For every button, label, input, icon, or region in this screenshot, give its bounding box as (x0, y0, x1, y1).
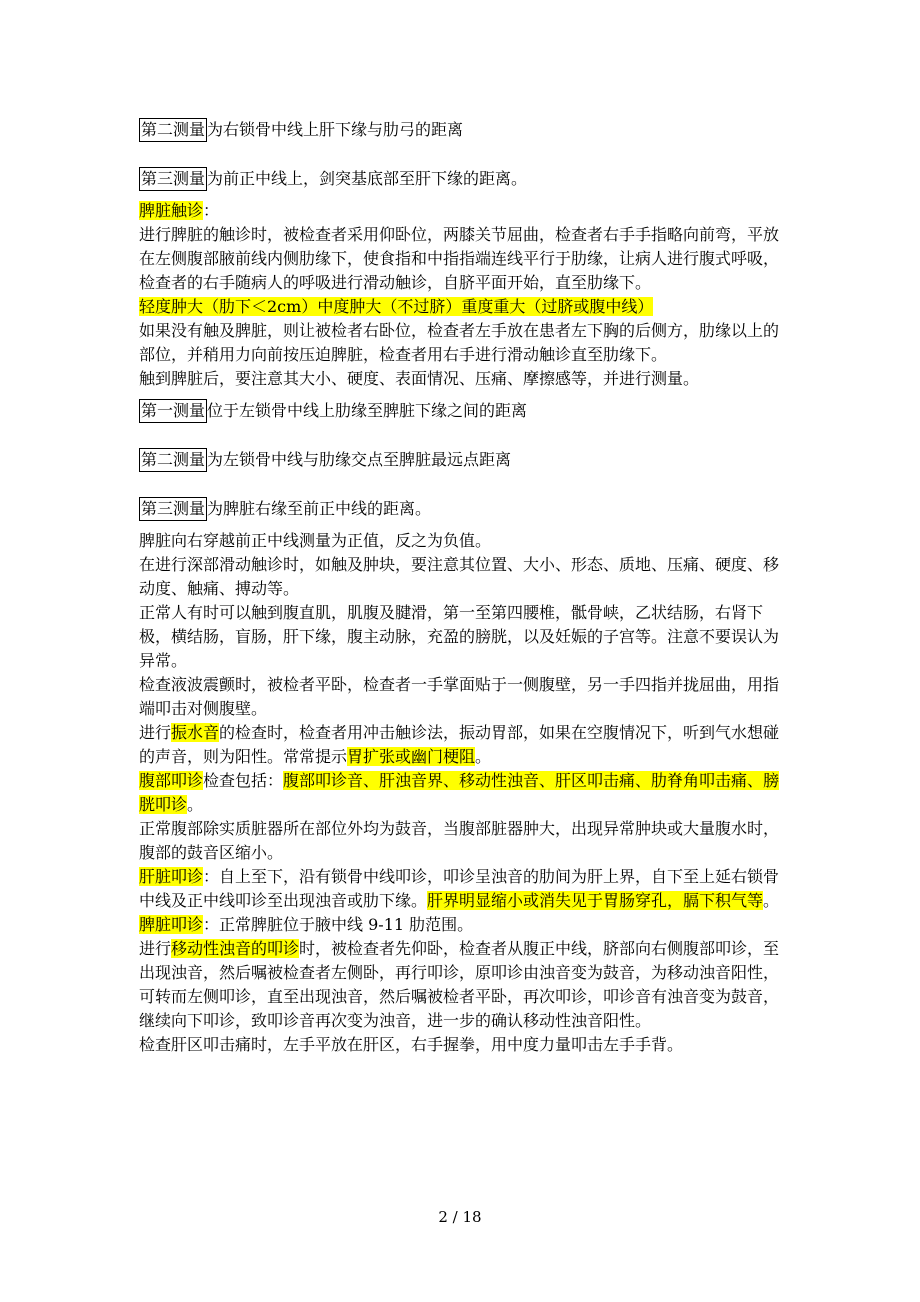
spleen-measurement-3 (139, 497, 785, 521)
measurement-label-box: 第三测量 (139, 167, 207, 191)
paragraph-abdominal-percussion (139, 769, 785, 817)
measurement-text: 为右锁骨中线上肝下缘与肋弓的距离 (207, 120, 464, 139)
text-run: 。 (475, 747, 492, 766)
text-run: 。 (187, 795, 204, 814)
spleen-measurement-2 (139, 448, 785, 472)
text-run: 进行 (139, 939, 172, 958)
text-run: ：正常脾脏位于腋中线 9-11 肋范围。 (203, 915, 474, 934)
highlight-shifting-dullness: 移动性浊音的叩诊 (171, 939, 300, 958)
text-run: 的检查时，检查者用冲击触诊法，振动胃部，如果在空腹情况下，听到气水想碰的声音，则为阳性。常常提示 (139, 723, 780, 766)
spleen-measurement-1 (139, 399, 785, 423)
paragraph-shifting-dullness (139, 937, 785, 1033)
highlight-gastric-dilation: 胃扩张或幽门梗阻 (347, 747, 476, 766)
measurement-text: 为前正中线上，剑突基底部至肝下缘的距离。 (207, 169, 528, 188)
spleen-measurement-intro: 触到脾脏后，要注意其大小、硬度、表面情况、压痛、摩擦感等，并进行测量。 (139, 369, 700, 388)
paragraph-normal-findings: 正常人有时可以触到腹直肌，肌腹及腱滑，第一至第四腰椎，骶骨峡，乙状结肠，右肾下极，横结肠，盲肠，肝下缘，腹主动脉，充盈的膀胱，以及妊娠的子宫等。注意不要误认为异常。 (139, 603, 780, 670)
highlight-succussion: 振水音 (171, 723, 220, 742)
highlight-percussion-items: 腹部叩诊音、肝浊音界、移动性浊音、肝区叩击痛、肋脊角叩击痛、膀胱叩诊 (139, 771, 780, 814)
highlight-liver-percussion: 肝脏叩诊 (139, 867, 204, 886)
highlighted-heading: 脾脏触诊 (139, 201, 204, 220)
measurement-text: 为脾脏右缘至前正中线的距离。 (207, 499, 432, 518)
spleen-right-lateral-method: 如果没有触及脾脏，则让被检者右卧位，检查者左手放在患者左下胸的后侧方，肋缘以上的部位，并稍用力向前按压迫脾脏，检查者用右手进行滑动触诊直至肋缘下。 (139, 321, 780, 364)
paragraph-liver-tenderness: 检查肝区叩击痛时，左手平放在肝区，右手握拳，用中度力量叩击左手手背。 (139, 1035, 684, 1054)
highlight-liver-dullness: 肝界明显缩小或消失见于胃肠穿孔，膈下积气等 (427, 891, 764, 910)
paragraph-sign-convention: 脾脏向右穿越前正中线测量为正值，反之为负值。 (139, 531, 492, 550)
measurement-label-box: 第二测量 (139, 118, 207, 142)
text-run: ：自上至下，沿有锁骨中线叩诊，叩诊呈浊音的肋间为肝上界，自下至上延右锁骨中线及正中线叩诊至出现浊音或肋下缘。 (139, 867, 780, 910)
paragraph-spleen-percussion (139, 913, 785, 937)
paragraph-liver-percussion (139, 865, 785, 913)
highlighted-grading: 轻度肿大（肋下＜2cm）中度肿大（不过脐）重度重大（过脐或腹中线） (139, 297, 654, 316)
highlight-spleen-percussion: 脾脏叩诊 (139, 915, 204, 934)
spleen-enlargement-grading (139, 295, 785, 319)
spleen-palpation-heading (139, 199, 785, 223)
measurement-label-box: 第三测量 (139, 497, 207, 521)
page-number: 2 / 18 (438, 1208, 482, 1226)
highlight-abdominal-percussion: 腹部叩诊 (139, 771, 204, 790)
text-run: 检查包括： (203, 771, 284, 790)
paragraph-succussion-splash (139, 721, 785, 769)
liver-measurement-2 (139, 118, 785, 142)
paragraph-fluid-wave: 检查液波震颤时，被检者平卧，检查者一手掌面贴于一侧腹壁，另一手四指并拢屈曲，用指端叩击对侧腹壁。 (139, 675, 780, 718)
heading-colon: ： (203, 201, 220, 220)
paragraph-deep-palpation: 在进行深部滑动触诊时，如触及肿块，要注意其位置、大小、形态、质地、压痛、硬度、移动度、触痛、搏动等。 (139, 555, 780, 598)
page-content (139, 118, 785, 1057)
measurement-label-box: 第二测量 (139, 448, 207, 472)
text-run: 进行 (139, 723, 172, 742)
measurement-text: 位于左锁骨中线上肋缘至脾脏下缘之间的距离 (207, 401, 528, 420)
text-run: 时，被检查者先仰卧，检查者从腹正中线，脐部向右侧腹部叩诊，至出现浊音，然后嘱被检查者左侧卧，再行叩诊，原叩诊由浊音变为鼓音，为移动浊音阳性，可转而左侧叩诊，直至出现浊音，然后嘱被检者平卧，再次叩诊，叩诊音有浊音变为鼓音，继续向下叩诊，致叩诊音再次变为浊音，进一步的确认移动性浊音阳性。 (139, 939, 780, 1030)
text-run: 。 (763, 891, 780, 910)
measurement-text: 为左锁骨中线与肋缘交点至脾脏最远点距离 (207, 450, 512, 469)
spleen-palpation-method: 进行脾脏的触诊时，被检查者采用仰卧位，两膝关节屈曲，检查者右手手指略向前弯，平放在左侧腹部腋前线内侧肋缘下，使食指和中指指端连线平行于肋缘，让病人进行腹式呼吸，检查者的右手随病人的呼吸进行滑动触诊，自脐平面开始，直至肋缘下。 (139, 225, 780, 292)
measurement-label-box: 第一测量 (139, 399, 207, 423)
paragraph-tympany: 正常腹部除实质脏器所在部位外均为鼓音，当腹部脏器肿大，出现异常肿块或大量腹水时，腹部的鼓音区缩小。 (139, 819, 780, 862)
liver-measurement-3 (139, 167, 785, 191)
